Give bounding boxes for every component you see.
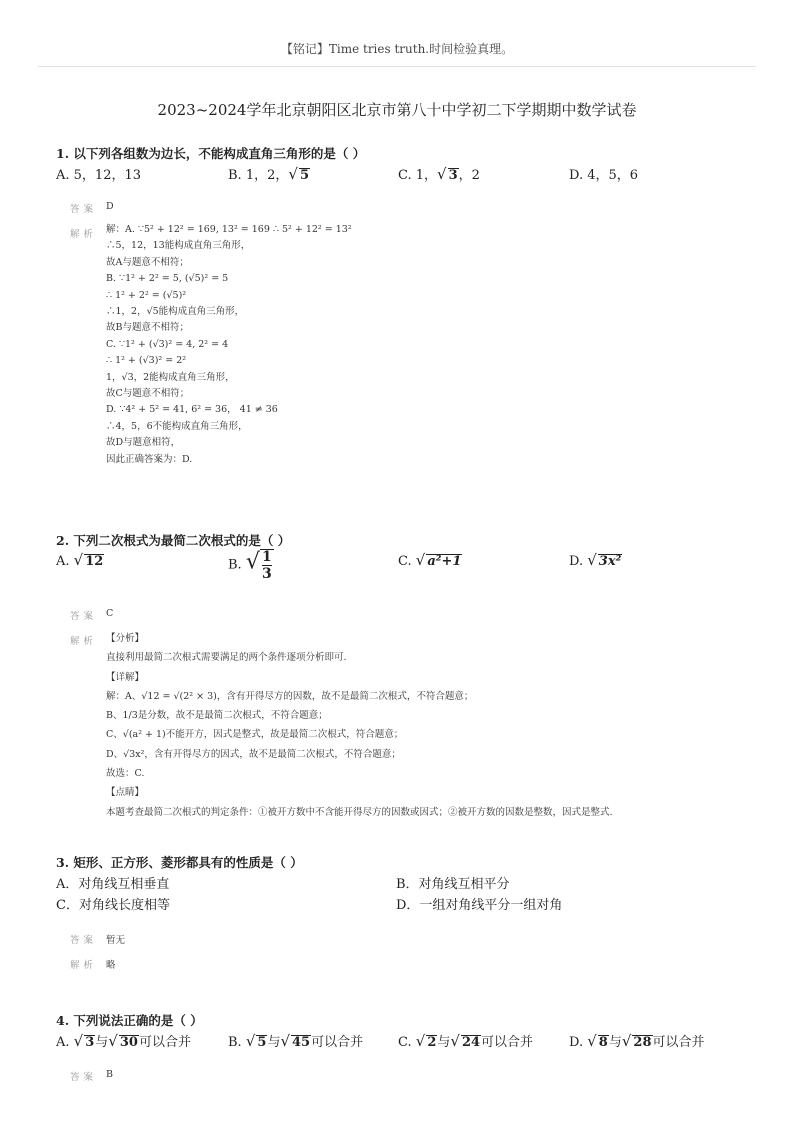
- q2-option-b: [228, 549, 274, 581]
- q3-option-a: A．对角线互相垂直: [56, 877, 170, 892]
- analysis-line: ∴1，2，√5能构成直角三角形，: [106, 306, 245, 318]
- q4-option-a-connector: 与: [95, 1035, 109, 1050]
- q2-option-d-prefix: D.: [569, 554, 584, 569]
- q1-option-c: [398, 164, 480, 183]
- analysis-line: ∴ 1² + 2² = (√5)²: [106, 289, 187, 301]
- analysis-line: 【分析】: [106, 633, 145, 644]
- page-title: 2023~2024学年北京朝阳区北京市第八十中学初二下学期期中数学试卷: [157, 101, 637, 119]
- q4-answer: B: [106, 1069, 113, 1080]
- q1-answer-label: 答案: [70, 204, 98, 215]
- analysis-line: D、√3x²，含有开得尽方的因式，故不是最简二次根式，不符合题意；: [106, 748, 401, 760]
- q4-option-b: [228, 1031, 363, 1050]
- q1-option-b-radicand: 5: [299, 168, 309, 183]
- page-motto: 【铭记】Time tries truth.时间检验真理。: [280, 42, 514, 56]
- q1-answer: D: [106, 201, 114, 212]
- q4-option-b-connector: 与: [267, 1035, 281, 1050]
- sqrt-symbol: √: [415, 1032, 426, 1050]
- analysis-line: 故A与题意不相符；: [106, 256, 189, 268]
- q4-option-d-radicand-2: 28: [633, 1035, 652, 1050]
- analysis-line: 解：A、√12 = √(2² × 3)，含有开得尽方的因数，故不是最简二次根式，不符合题意；: [106, 690, 474, 702]
- q2-option-b-prefix: B.: [228, 557, 242, 573]
- sqrt-symbol: √: [280, 1032, 291, 1050]
- analysis-line: 1，√3，2能构成直角三角形，: [106, 371, 235, 383]
- q2-option-b-numerator: 1: [261, 549, 272, 565]
- analysis-line: 故C与题意不相符；: [106, 388, 190, 400]
- sqrt-symbol: √: [73, 1032, 84, 1050]
- question-3-stem: 3. 矩形、正方形、菱形都具有的性质是（ ）: [56, 855, 303, 870]
- q2-option-c-prefix: C.: [398, 554, 412, 569]
- sqrt-symbol: √: [245, 549, 260, 575]
- q2-option-d: [569, 551, 622, 569]
- q4-option-d-radicand-1: 8: [598, 1035, 608, 1050]
- analysis-line: 故选：C.: [106, 768, 145, 780]
- analysis-line: 【详解】: [106, 671, 145, 683]
- sqrt-symbol: √: [108, 1032, 118, 1050]
- q4-option-c-radicand-1: 2: [427, 1035, 437, 1050]
- analysis-line: C、√(a² + 1)不能开方，因式是整式，故是最简二次根式，符合题意；: [106, 729, 404, 741]
- analysis-line: B、1/3是分数，故不是最简二次根式，不符合题意；: [106, 710, 328, 722]
- analysis-line: B. ∵1² + 2² = 5, (√5)² = 5: [106, 273, 229, 285]
- q2-answer-label: 答案: [70, 611, 98, 622]
- q4-option-b-radicand-2: 45: [292, 1035, 311, 1050]
- q4-option-a-suffix: 可以合并: [138, 1035, 191, 1050]
- question-2-stem: 2. 下列二次根式为最简二次根式的是（ ）: [56, 533, 291, 548]
- q2-option-c-radicand: a²+1: [427, 554, 462, 569]
- analysis-line: ∴ 1² + (√3)² = 2²: [106, 355, 187, 367]
- q2-option-a-radicand: 12: [85, 554, 104, 569]
- q4-option-d-suffix: 可以合并: [652, 1035, 705, 1050]
- analysis-line: 【点睛】: [106, 787, 145, 799]
- q4-option-a-radicand-2: 30: [119, 1035, 138, 1050]
- q4-answer-label: 答案: [70, 1072, 98, 1083]
- q4-option-d-connector: 与: [608, 1035, 622, 1050]
- q4-option-d: [569, 1031, 705, 1050]
- analysis-line: ∴4，5，6不能构成直角三角形，: [106, 420, 248, 432]
- q4-option-a-prefix: A.: [56, 1035, 70, 1050]
- analysis-line: D. ∵4² + 5² = 41, 6² = 36， 41 ≠ 36: [106, 404, 278, 416]
- q4-option-c-connector: 与: [437, 1035, 451, 1050]
- q4-option-a-radicand-1: 3: [85, 1035, 95, 1050]
- sqrt-symbol: √: [587, 1032, 597, 1050]
- sqrt-symbol: √: [587, 551, 597, 569]
- analysis-line: ∴5，12，13能构成直角三角形，: [106, 240, 251, 252]
- q1-option-d: D. 4，5，6: [569, 168, 639, 183]
- analysis-line: 因此正确答案为：D.: [106, 453, 193, 465]
- q4-option-d-prefix: D.: [569, 1035, 584, 1050]
- q4-option-c: [398, 1031, 533, 1050]
- q3-answer-label: 答案: [70, 935, 98, 946]
- analysis-line: 直接利用最简二次根式需要满足的两个条件逐项分析即可.: [106, 652, 347, 664]
- sqrt-symbol: √: [73, 551, 84, 569]
- analysis-line: 本题考查最简二次根式的判定条件：①被开方数中不含能开得尽方的因数或因式；②被开方数的因数是整数，因式是整式.: [106, 806, 613, 818]
- q1-analysis: [106, 222, 766, 468]
- q1-option-b: [228, 164, 310, 183]
- question-1-stem: 1. 以下列各组数为边长，不能构成直角三角形的是（ ）: [56, 146, 366, 161]
- q2-answer: C: [106, 608, 114, 619]
- q3-option-c: C．对角线长度相等: [56, 898, 170, 913]
- sqrt-symbol: √: [621, 1032, 632, 1050]
- sqrt-symbol: √: [415, 551, 426, 569]
- q4-option-c-suffix: 可以合并: [481, 1035, 534, 1050]
- q3-analysis: 略: [106, 960, 116, 971]
- sqrt-symbol: √: [245, 1032, 256, 1050]
- q2-option-b-denominator: 3: [261, 566, 272, 582]
- q1-option-b-prefix: B. 1，2，: [228, 168, 289, 183]
- q4-option-b-prefix: B.: [228, 1035, 242, 1050]
- q2-analysis-label: 解析: [70, 636, 98, 647]
- q1-option-c-radicand: 3: [448, 168, 458, 183]
- q4-option-a: [56, 1031, 191, 1050]
- q1-option-a: A. 5，12，13: [56, 168, 142, 183]
- analysis-line: 故B与题意不相符；: [106, 322, 189, 334]
- q2-option-a-prefix: A.: [56, 554, 70, 569]
- sqrt-symbol: √: [437, 165, 447, 183]
- q3-option-d: D．一组对角线平分一组对角: [396, 898, 563, 913]
- question-4-stem: 4. 下列说法正确的是（ ）: [56, 1013, 203, 1028]
- sqrt-symbol: √: [288, 165, 298, 183]
- q2-analysis: [106, 629, 766, 822]
- analysis-line: C. ∵1² + (√3)² = 4, 2² = 4: [106, 338, 229, 350]
- q3-option-b: B．对角线互相平分: [396, 877, 510, 892]
- sqrt-symbol: √: [450, 1032, 460, 1050]
- q1-analysis-label: 解析: [70, 229, 98, 240]
- q3-analysis-label: 解析: [70, 960, 98, 971]
- q2-option-a: [56, 551, 104, 569]
- q4-option-b-radicand-1: 5: [257, 1035, 267, 1050]
- header-divider: [38, 66, 756, 67]
- analysis-line: 解：A. ∵5² + 12² = 169, 13² = 169 ∴ 5² + 12² = 13²: [106, 224, 352, 235]
- q2-option-b-fraction: [260, 549, 274, 581]
- q4-option-c-radicand-2: 24: [461, 1035, 481, 1050]
- q2-option-c: [398, 551, 462, 569]
- q4-option-b-suffix: 可以合并: [311, 1035, 364, 1050]
- q4-option-c-prefix: C.: [398, 1035, 412, 1050]
- analysis-line: 故D与题意相符，: [106, 437, 181, 449]
- q2-option-d-radicand: 3x²: [598, 554, 622, 569]
- q3-answer: 暂无: [106, 935, 126, 946]
- q1-option-c-prefix: C. 1，: [398, 168, 438, 183]
- q1-option-c-suffix: ，2: [458, 168, 480, 183]
